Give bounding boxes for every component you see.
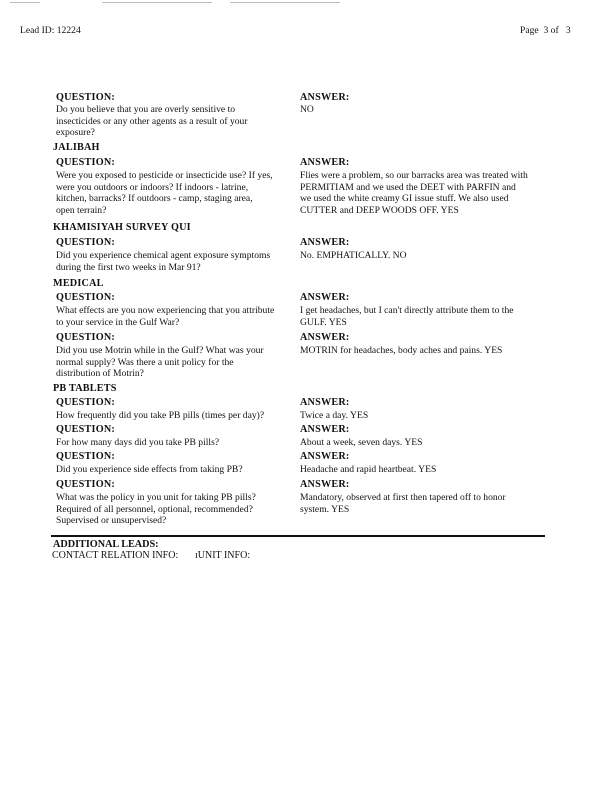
page-label: Page <box>520 25 539 36</box>
section-title-pb-tablets: PB TABLETS <box>53 383 117 394</box>
answer-text: I get headaches, but I can't directly attribute them to the GULF. YES <box>300 305 514 328</box>
question-text: What was the policy in you unit for taking PB pills? Required of all personnel, optional, recommended? Supervised or unsupervised? <box>56 492 256 526</box>
question-label: QUESTION: <box>56 237 115 248</box>
answer-text: NO <box>300 104 314 115</box>
section-title-khamisiyah: KHAMISIYAH SURVEY QUI <box>53 222 191 233</box>
unit-info: ıUNIT INFO: <box>195 550 251 561</box>
question-label: QUESTION: <box>56 451 115 462</box>
answer-label: ANSWER: <box>300 397 350 408</box>
answer-text: Headache and rapid heartbeat. YES <box>300 464 437 475</box>
question-text: Were you exposed to pesticide or insecticide use? If yes, were you outdoors or indoors? If indoors - latrine, kitchen, barracks? If outdoors - camp, staging area, open terrain? <box>56 170 273 216</box>
scan-mark <box>102 2 212 3</box>
contact-relation-info: CONTACT RELATION INFO: <box>52 550 179 561</box>
question-label: QUESTION: <box>56 157 115 168</box>
answer-label: ANSWER: <box>300 92 350 103</box>
question-text: Did you use Motrin while in the Gulf? What was your normal supply? Was there a unit policy for the distribution of Motrin? <box>56 345 264 379</box>
answer-label: ANSWER: <box>300 479 350 490</box>
answer-label: ANSWER: <box>300 451 350 462</box>
scan-mark <box>10 2 40 3</box>
section-title-jalibah: JALIBAH <box>53 142 100 153</box>
question-text: Do you believe that you are overly sensitive to insecticides or any other agents as a result of your exposure? <box>56 104 248 138</box>
question-text: How frequently did you take PB pills (times per day)? <box>56 410 265 421</box>
question-text: Did you experience side effects from taking PB? <box>56 464 243 475</box>
page-of: of <box>550 25 559 36</box>
answer-label: ANSWER: <box>300 157 350 168</box>
answer-text: No. EMPHATICALLY. NO <box>300 250 407 261</box>
question-label: QUESTION: <box>56 92 115 103</box>
answer-text: Twice a day. YES <box>300 410 369 421</box>
page-total: 3 <box>565 25 571 36</box>
answer-text: Mandatory, observed at first then tapered off to honor system. YES <box>300 492 506 515</box>
answer-label: ANSWER: <box>300 237 350 248</box>
question-label: QUESTION: <box>56 332 115 343</box>
question-label: QUESTION: <box>56 424 115 435</box>
page-indicator <box>520 25 571 37</box>
lead-id: Lead ID: 12224 <box>20 25 81 36</box>
question-label: QUESTION: <box>56 292 115 303</box>
answer-label: ANSWER: <box>300 292 350 303</box>
section-divider <box>51 535 545 537</box>
scan-mark <box>230 2 340 3</box>
answer-text: About a week, seven days. YES <box>300 437 423 448</box>
question-label: QUESTION: <box>56 397 115 408</box>
answer-text: MOTRIN for headaches, body aches and pains. YES <box>300 345 503 356</box>
answer-text: Flies were a problem, so our barracks area was treated with PERMITIAM and we used the DEET with PARFIN and we used the white creamy GI issue stuff. We also used CUTTER and DEEP WOODS OFF. YES <box>300 170 528 216</box>
question-label: QUESTION: <box>56 479 115 490</box>
answer-label: ANSWER: <box>300 424 350 435</box>
additional-leads-title: ADDITIONAL LEADS: <box>53 539 159 550</box>
question-text: What effects are you now experiencing that you attribute to your service in the Gulf War? <box>56 305 275 328</box>
section-title-medical: MEDICAL <box>53 278 104 289</box>
question-text: For how many days did you take PB pills? <box>56 437 220 448</box>
answer-label: ANSWER: <box>300 332 350 343</box>
page-number: 3 <box>543 25 549 36</box>
question-text: Did you experience chemical agent exposure symptoms during the first two weeks in Mar 91? <box>56 250 271 273</box>
